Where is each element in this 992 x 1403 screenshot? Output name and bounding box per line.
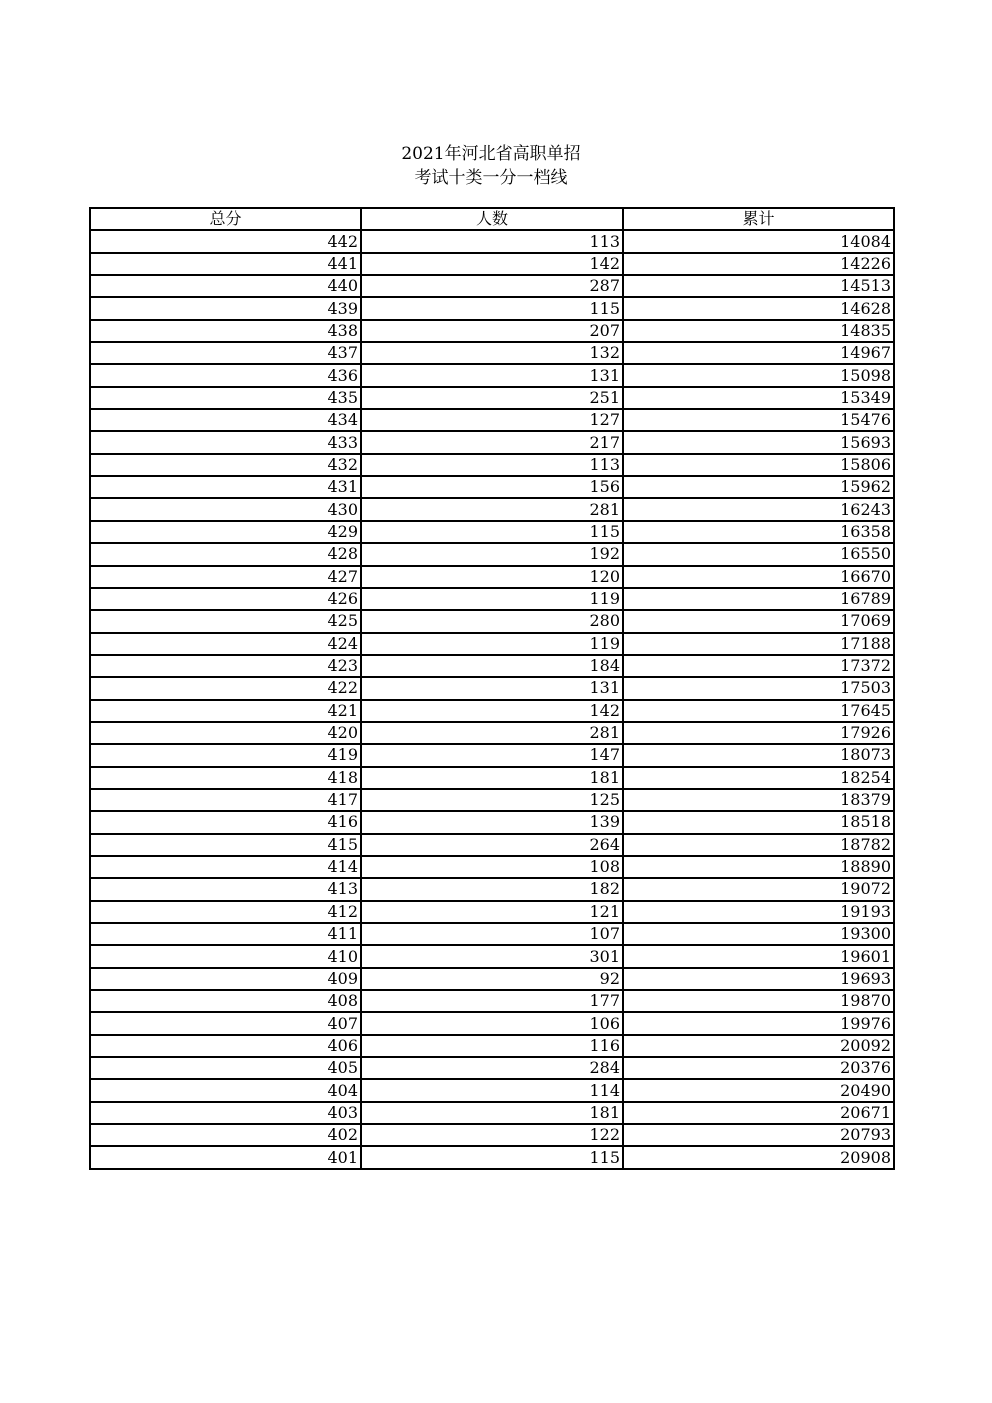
cell-count: 177 xyxy=(361,990,623,1012)
cell-total-score: 422 xyxy=(90,677,361,699)
table-row xyxy=(90,811,894,833)
cell-count: 182 xyxy=(361,878,623,900)
table-row xyxy=(90,968,894,990)
cell-total-score: 402 xyxy=(90,1124,361,1146)
table-row xyxy=(90,1079,894,1101)
cell-cumulative: 15806 xyxy=(623,454,894,476)
table-row xyxy=(90,454,894,476)
cell-total-score: 416 xyxy=(90,811,361,833)
cell-total-score: 408 xyxy=(90,990,361,1012)
table-row xyxy=(90,1146,894,1168)
table-row xyxy=(90,767,894,789)
cell-total-score: 439 xyxy=(90,297,361,319)
table-row xyxy=(90,722,894,744)
table-row xyxy=(90,834,894,856)
cell-count: 116 xyxy=(361,1035,623,1057)
cell-count: 156 xyxy=(361,476,623,498)
cell-cumulative: 16789 xyxy=(623,588,894,610)
cell-count: 131 xyxy=(361,364,623,386)
cell-total-score: 432 xyxy=(90,454,361,476)
table-row xyxy=(90,1057,894,1079)
cell-count: 184 xyxy=(361,655,623,677)
cell-total-score: 411 xyxy=(90,923,361,945)
cell-count: 147 xyxy=(361,744,623,766)
cell-total-score: 409 xyxy=(90,968,361,990)
cell-cumulative: 17188 xyxy=(623,633,894,655)
cell-count: 131 xyxy=(361,677,623,699)
table-row xyxy=(90,610,894,632)
table-row xyxy=(90,1035,894,1057)
cell-count: 120 xyxy=(361,566,623,588)
cell-cumulative: 18254 xyxy=(623,767,894,789)
cell-total-score: 423 xyxy=(90,655,361,677)
cell-count: 142 xyxy=(361,253,623,275)
cell-cumulative: 17372 xyxy=(623,655,894,677)
cell-cumulative: 17926 xyxy=(623,722,894,744)
cell-count: 217 xyxy=(361,431,623,453)
cell-cumulative: 18073 xyxy=(623,744,894,766)
cell-count: 115 xyxy=(361,1146,623,1168)
cell-cumulative: 14628 xyxy=(623,297,894,319)
cell-cumulative: 19193 xyxy=(623,901,894,923)
cell-total-score: 431 xyxy=(90,476,361,498)
cell-cumulative: 18379 xyxy=(623,789,894,811)
cell-total-score: 405 xyxy=(90,1057,361,1079)
table-row xyxy=(90,275,894,297)
cell-cumulative: 16243 xyxy=(623,498,894,520)
cell-count: 284 xyxy=(361,1057,623,1079)
cell-total-score: 421 xyxy=(90,700,361,722)
cell-total-score: 425 xyxy=(90,610,361,632)
cell-count: 113 xyxy=(361,454,623,476)
cell-total-score: 426 xyxy=(90,588,361,610)
cell-total-score: 428 xyxy=(90,543,361,565)
cell-total-score: 410 xyxy=(90,945,361,967)
cell-count: 142 xyxy=(361,700,623,722)
cell-cumulative: 14967 xyxy=(623,342,894,364)
cell-cumulative: 20490 xyxy=(623,1079,894,1101)
table-row xyxy=(90,1102,894,1124)
cell-count: 121 xyxy=(361,901,623,923)
cell-cumulative: 20376 xyxy=(623,1057,894,1079)
header-count: 人数 xyxy=(361,208,623,230)
cell-cumulative: 20671 xyxy=(623,1102,894,1124)
cell-count: 92 xyxy=(361,968,623,990)
cell-total-score: 417 xyxy=(90,789,361,811)
table-row xyxy=(90,253,894,275)
cell-total-score: 406 xyxy=(90,1035,361,1057)
table-row xyxy=(90,945,894,967)
cell-total-score: 441 xyxy=(90,253,361,275)
cell-count: 107 xyxy=(361,923,623,945)
cell-count: 127 xyxy=(361,409,623,431)
cell-cumulative: 15693 xyxy=(623,431,894,453)
cell-cumulative: 15349 xyxy=(623,387,894,409)
cell-count: 106 xyxy=(361,1012,623,1034)
table-row xyxy=(90,901,894,923)
cell-cumulative: 20908 xyxy=(623,1146,894,1168)
cell-cumulative: 14084 xyxy=(623,230,894,252)
header-total-score: 总分 xyxy=(90,208,361,230)
table-row xyxy=(90,498,894,520)
cell-total-score: 435 xyxy=(90,387,361,409)
score-distribution-table xyxy=(89,207,895,1170)
cell-count: 119 xyxy=(361,633,623,655)
table-row xyxy=(90,789,894,811)
cell-cumulative: 15476 xyxy=(623,409,894,431)
document-subtitle: 考试十类一分一档线 xyxy=(414,168,568,188)
cell-count: 119 xyxy=(361,588,623,610)
table-row xyxy=(90,588,894,610)
cell-count: 132 xyxy=(361,342,623,364)
cell-cumulative: 14226 xyxy=(623,253,894,275)
cell-cumulative: 20092 xyxy=(623,1035,894,1057)
cell-cumulative: 18782 xyxy=(623,834,894,856)
cell-count: 281 xyxy=(361,498,623,520)
cell-total-score: 434 xyxy=(90,409,361,431)
cell-count: 251 xyxy=(361,387,623,409)
table-row xyxy=(90,677,894,699)
cell-total-score: 433 xyxy=(90,431,361,453)
cell-count: 287 xyxy=(361,275,623,297)
table-row xyxy=(90,320,894,342)
cell-count: 115 xyxy=(361,521,623,543)
cell-total-score: 419 xyxy=(90,744,361,766)
cell-cumulative: 18518 xyxy=(623,811,894,833)
cell-cumulative: 16358 xyxy=(623,521,894,543)
table-row xyxy=(90,990,894,1012)
table-row xyxy=(90,297,894,319)
cell-total-score: 403 xyxy=(90,1102,361,1124)
cell-total-score: 442 xyxy=(90,230,361,252)
cell-total-score: 429 xyxy=(90,521,361,543)
table-row xyxy=(90,856,894,878)
table-row xyxy=(90,364,894,386)
table-row xyxy=(90,1012,894,1034)
cell-cumulative: 14835 xyxy=(623,320,894,342)
cell-count: 280 xyxy=(361,610,623,632)
cell-count: 122 xyxy=(361,1124,623,1146)
table-row xyxy=(90,476,894,498)
cell-count: 139 xyxy=(361,811,623,833)
cell-total-score: 424 xyxy=(90,633,361,655)
cell-total-score: 436 xyxy=(90,364,361,386)
cell-count: 108 xyxy=(361,856,623,878)
cell-count: 281 xyxy=(361,722,623,744)
table-row xyxy=(90,230,894,252)
table-row xyxy=(90,923,894,945)
table-row xyxy=(90,387,894,409)
cell-count: 264 xyxy=(361,834,623,856)
table-row xyxy=(90,744,894,766)
cell-cumulative: 16670 xyxy=(623,566,894,588)
table-row xyxy=(90,543,894,565)
cell-cumulative: 20793 xyxy=(623,1124,894,1146)
cell-total-score: 401 xyxy=(90,1146,361,1168)
cell-cumulative: 17069 xyxy=(623,610,894,632)
cell-total-score: 430 xyxy=(90,498,361,520)
table-row xyxy=(90,409,894,431)
cell-count: 181 xyxy=(361,767,623,789)
cell-cumulative: 19072 xyxy=(623,878,894,900)
cell-cumulative: 18890 xyxy=(623,856,894,878)
cell-cumulative: 19601 xyxy=(623,945,894,967)
cell-cumulative: 17645 xyxy=(623,700,894,722)
table-row xyxy=(90,655,894,677)
cell-count: 125 xyxy=(361,789,623,811)
cell-total-score: 420 xyxy=(90,722,361,744)
cell-cumulative: 19693 xyxy=(623,968,894,990)
cell-total-score: 412 xyxy=(90,901,361,923)
cell-count: 192 xyxy=(361,543,623,565)
cell-cumulative: 19976 xyxy=(623,1012,894,1034)
cell-count: 114 xyxy=(361,1079,623,1101)
table-row xyxy=(90,521,894,543)
cell-total-score: 414 xyxy=(90,856,361,878)
cell-total-score: 427 xyxy=(90,566,361,588)
cell-total-score: 440 xyxy=(90,275,361,297)
cell-count: 115 xyxy=(361,297,623,319)
table-header-row xyxy=(90,208,894,230)
cell-total-score: 413 xyxy=(90,878,361,900)
cell-total-score: 437 xyxy=(90,342,361,364)
cell-count: 113 xyxy=(361,230,623,252)
cell-count: 301 xyxy=(361,945,623,967)
cell-cumulative: 14513 xyxy=(623,275,894,297)
cell-count: 181 xyxy=(361,1102,623,1124)
table-row xyxy=(90,633,894,655)
cell-count: 207 xyxy=(361,320,623,342)
table-row xyxy=(90,431,894,453)
table-row xyxy=(90,566,894,588)
header-cumulative: 累计 xyxy=(623,208,894,230)
document-title: 2021年河北省高职单招 xyxy=(401,144,581,164)
table-row xyxy=(90,700,894,722)
table-row xyxy=(90,342,894,364)
cell-total-score: 438 xyxy=(90,320,361,342)
cell-total-score: 415 xyxy=(90,834,361,856)
cell-cumulative: 19870 xyxy=(623,990,894,1012)
cell-total-score: 418 xyxy=(90,767,361,789)
cell-cumulative: 15098 xyxy=(623,364,894,386)
cell-total-score: 407 xyxy=(90,1012,361,1034)
cell-cumulative: 15962 xyxy=(623,476,894,498)
cell-total-score: 404 xyxy=(90,1079,361,1101)
table-row xyxy=(90,1124,894,1146)
cell-cumulative: 17503 xyxy=(623,677,894,699)
cell-cumulative: 16550 xyxy=(623,543,894,565)
table-row xyxy=(90,878,894,900)
cell-cumulative: 19300 xyxy=(623,923,894,945)
